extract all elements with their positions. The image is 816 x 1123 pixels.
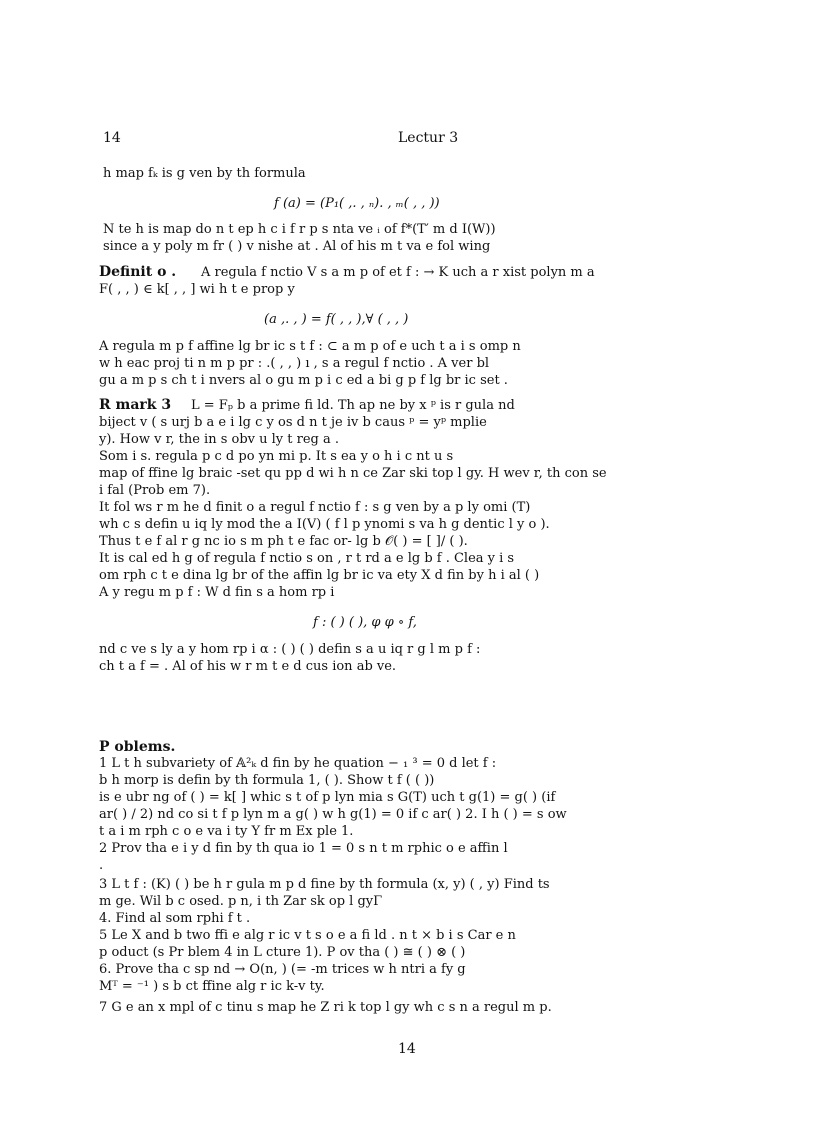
- problem-line: m ge. Wil b c osed. p n, i th Zar sk op l gyΓ: [99, 894, 383, 909]
- text-line: y). How v r, the in s obv u ly t reg a .: [99, 432, 340, 447]
- problem-line: 1 L t h subvariety of 𝔸²ₖ d fin by he quation − ₁ ³ = 0 d let f :: [99, 756, 497, 771]
- text-line: L = Fₚ b a prime fi ld. Th ap ne by x ᵖ is r gula nd: [191, 398, 515, 413]
- problem-line: .: [99, 858, 104, 873]
- text-line: h map fₖ is g ven by th formula: [103, 166, 306, 181]
- text-line: It fol ws r m he d finit o a regul f nctio f : s g ven by a p ly omi (T): [99, 500, 531, 515]
- text-line: A regula f nctio V s a m p of et f : → K uch a r xist polyn m a: [201, 265, 595, 280]
- text-line: ch t a f = . Al of his w r m t e d cus ion ab ve.: [99, 659, 397, 674]
- text-line: wh c s defin u iq ly mod the a I(V) ( f l p ynomi s va h g dentic l y o ).: [99, 517, 550, 532]
- text-line: It is cal ed h g of regula f nctio s on , r t rd a e lg b f . Clea y i s: [99, 551, 515, 566]
- header-page-number: 14: [103, 130, 121, 146]
- problem-line: t a i m rph c o e va i ty Y fr m Ex ple 1.: [99, 824, 354, 839]
- text-line: Som i s. regula p c d po yn mi p. It s ea y o h i c nt u s: [99, 449, 454, 464]
- problem-line: Mᵀ = ⁻¹ ) s b ct ffine alg r ic k-v ty.: [99, 979, 325, 994]
- problem-line: is e ubr ng of ( ) = k[ ] whic s t of p lyn mia s G(T) uch t g(1) = g( ) (if: [99, 790, 556, 805]
- text-line: since a y poly m fr ( ) v nishe at . Al of his m t va e fol wing: [103, 239, 491, 254]
- problems-heading: P oblems.: [99, 739, 176, 755]
- remark-heading: R mark 3: [99, 397, 172, 413]
- text-line: Thus t e f al r g nc io s m ph t e fac or- lg b 𝒪( ) = [ ]/ ( ).: [99, 534, 468, 549]
- text-line: w h eac proj ti n m p pr : .( , , ) ı , s a regul f nctio . A ver bl: [99, 356, 490, 371]
- text-line: nd c ve s ly a y hom rp i α : ( ) ( ) defin s a u iq r g l m p f :: [99, 642, 481, 657]
- text-line: i fal (Prob em 7).: [99, 483, 211, 498]
- display-equation: f (a) = (P₁( ,. , ₙ). , ₘ( , , )): [274, 196, 440, 211]
- display-equation: (a ,. , ) = f( , , ),∀ ( , , ): [264, 312, 409, 327]
- problem-line: b h morp is defin by th formula 1, ( ). Show t f ( ( )): [99, 773, 435, 788]
- text-line: A y regu m p f : W d fin s a hom rp i: [99, 585, 335, 600]
- problem-line: 4. Find al som rphi f t .: [99, 911, 251, 926]
- definition-heading: Definit o .: [99, 264, 177, 280]
- text-line: F( , , ) ∈ k[ , , ] wi h t e prop y: [99, 282, 295, 297]
- text-line: gu a m p s ch t i nvers al o gu m p i c ed a bi g p f lg br ic set .: [99, 373, 508, 388]
- problem-line: 6. Prove tha c sp nd → O(n, ) (= -m trices w h ntri a fy g: [99, 962, 466, 977]
- problem-line: p oduct (s Pr blem 4 in L cture 1). P ov tha ( ) ≅ ( ) ⊗ ( ): [99, 945, 466, 960]
- text-line: A regula m p f affine lg br ic s t f : ⊂ a m p of e uch t a i s omp n: [99, 339, 521, 354]
- problem-line: ar( ) / 2) nd co si t f p lyn m a g( ) w h g(1) = 0 if c ar( ) 2. I h ( ) = s ow: [99, 807, 567, 822]
- running-title: Lectur 3: [398, 130, 459, 146]
- display-equation: f : ( ) ( ), φ φ ∘ f,: [313, 615, 417, 630]
- problem-line: 7 G e an x mpl of c tinu s map he Z ri k top l gy wh c s n a regul m p.: [99, 1000, 552, 1015]
- text-line: map of ffine lg braic -set qu pp d wi h n ce Zar ski top l gy. H wev r, th con se: [99, 466, 607, 481]
- problem-line: 2 Prov tha e i y d fin by th qua io 1 = 0 s n t m rphic o e affin l: [99, 841, 508, 856]
- text-line: N te h is map do n t ep h c i f r p s nta ve ᵢ of f*(T′ m d I(W)): [103, 222, 496, 237]
- footer-page-number: 14: [398, 1041, 416, 1057]
- text-line: biject v ( s urj b a e i lg c y os d n t je iv b caus ᵖ = yᵖ mplie: [99, 415, 487, 430]
- problem-line: 3 L t f : (K) ( ) be h r gula m p d fine by th formula (x, y) ( , y) Find ts: [99, 877, 550, 892]
- text-line: om rph c t e dina lg br of the affin lg br ic va ety X d fin by h i al ( ): [99, 568, 540, 583]
- problem-line: 5 Le X and b two ffi e alg r ic v t s o e a fi ld . n t × b i s Car e n: [99, 928, 516, 943]
